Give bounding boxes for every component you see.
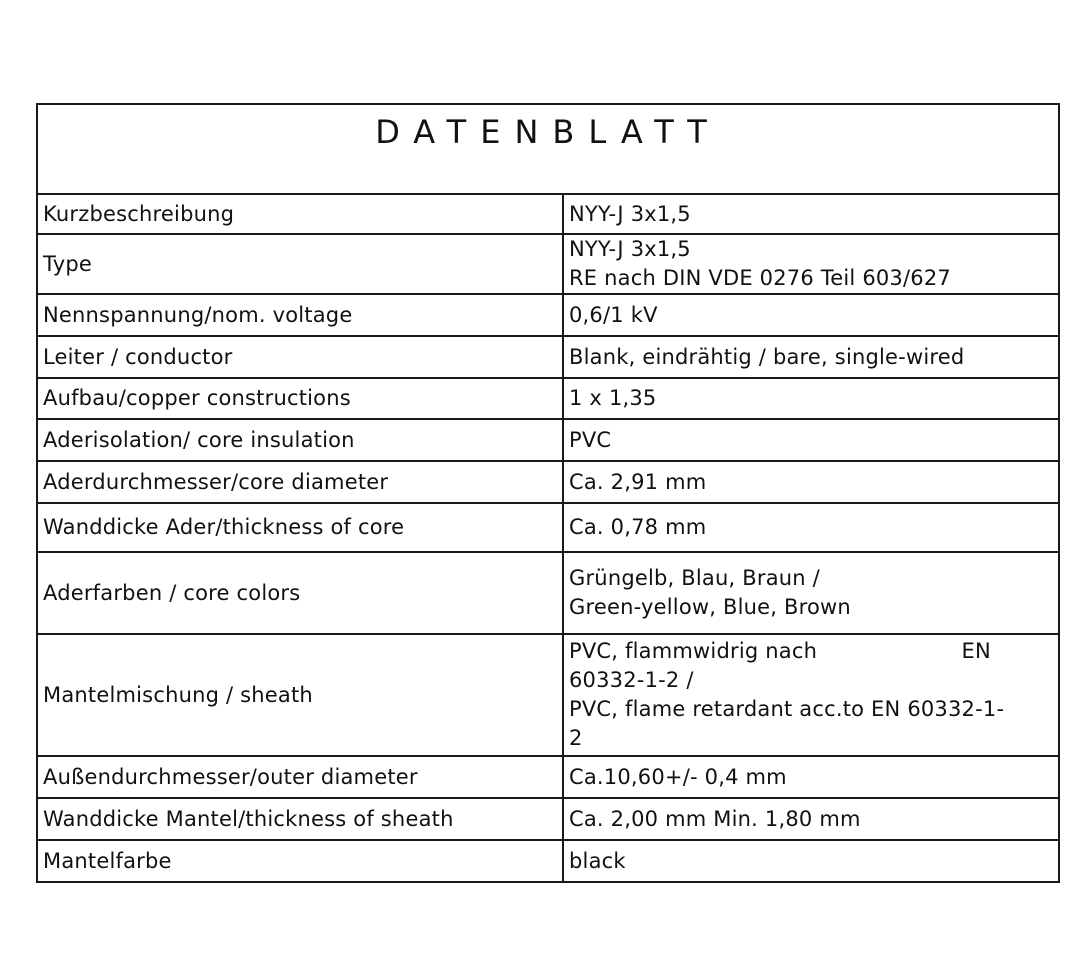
spec-row [37, 756, 1059, 798]
spec-value-line: PVC, flammwidrig nach EN [569, 639, 991, 663]
spec-label: Außendurchmesser/outer diameter [37, 756, 563, 798]
spec-value [563, 194, 1059, 234]
spec-label: Wanddicke Mantel/thickness of sheath [37, 798, 563, 840]
title-row [37, 104, 1059, 194]
spec-value-line: RE nach DIN VDE 0276 Teil 603/627 [569, 266, 951, 290]
spec-value [563, 419, 1059, 461]
datasheet-title: DATENBLATT [37, 104, 1059, 194]
spec-value [563, 461, 1059, 503]
spec-value-line: Ca. 2,91 mm [569, 469, 707, 494]
spec-value [563, 294, 1059, 336]
spec-value-line: black [569, 848, 626, 873]
spec-value-line: 60332-1-2 / [569, 668, 694, 692]
spec-value-line: Ca. 0,78 mm [569, 515, 707, 539]
spec-value-line: PVC, flame retardant acc.to EN 60332-1- [569, 697, 1005, 721]
spec-value-line: Ca. 2,00 mm Min. 1,80 mm [569, 806, 861, 831]
spec-value [563, 336, 1059, 378]
spec-row [37, 194, 1059, 234]
spec-value-line: Blank, eindrähtig / bare, single-wired [569, 344, 965, 369]
spec-label: Mantelfarbe [37, 840, 563, 882]
spec-label: Kurzbeschreibung [37, 194, 563, 234]
spec-value-line: 1 x 1,35 [569, 386, 657, 410]
spec-value [563, 634, 1059, 756]
spec-label: Aufbau/copper constructions [37, 378, 563, 419]
spec-value-line: NYY-J 3x1,5 [569, 201, 691, 226]
spec-value [563, 552, 1059, 634]
spec-value [563, 234, 1059, 294]
spec-row [37, 503, 1059, 552]
spec-label: Leiter / conductor [37, 336, 563, 378]
spec-value [563, 378, 1059, 419]
spec-label: Mantelmischung / sheath [37, 634, 563, 756]
spec-row [37, 840, 1059, 882]
spec-row [37, 234, 1059, 294]
spec-value-line: 0,6/1 kV [569, 302, 658, 327]
datasheet-table [36, 103, 1060, 883]
spec-value [563, 756, 1059, 798]
spec-row [37, 798, 1059, 840]
spec-label: Aderfarben / core colors [37, 552, 563, 634]
spec-row [37, 634, 1059, 756]
spec-row [37, 294, 1059, 336]
spec-value-line: Ca.10,60+/- 0,4 mm [569, 764, 787, 789]
spec-value-line: Grüngelb, Blau, Braun / [569, 566, 820, 590]
spec-value-line: NYY-J 3x1,5 [569, 237, 691, 261]
spec-label: Nennspannung/nom. voltage [37, 294, 563, 336]
spec-label: Type [37, 234, 563, 294]
spec-value [563, 798, 1059, 840]
spec-value-line: Green-yellow, Blue, Brown [569, 595, 851, 619]
spec-label: Wanddicke Ader/thickness of core [37, 503, 563, 552]
spec-row [37, 336, 1059, 378]
spec-label: Aderisolation/ core insulation [37, 419, 563, 461]
spec-row [37, 419, 1059, 461]
spec-value [563, 503, 1059, 552]
spec-row [37, 461, 1059, 503]
spec-row [37, 552, 1059, 634]
spec-row [37, 378, 1059, 419]
spec-value-line: 2 [569, 726, 583, 750]
spec-value [563, 840, 1059, 882]
spec-value-line: PVC [569, 427, 612, 452]
spec-label: Aderdurchmesser/core diameter [37, 461, 563, 503]
